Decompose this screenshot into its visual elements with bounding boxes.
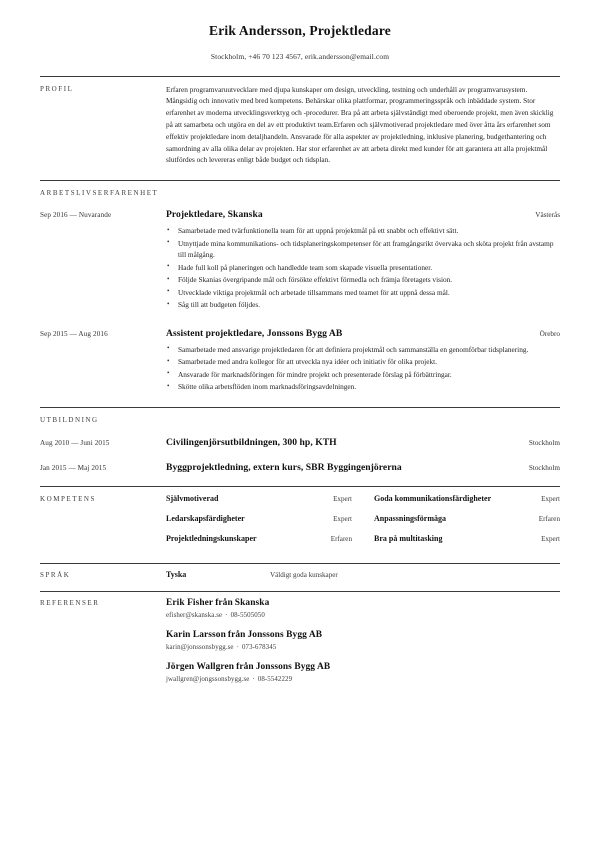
entry-body (166, 225, 560, 311)
skill-row (374, 494, 560, 505)
list-item: • Såg till att budgeten följdes. (166, 299, 560, 311)
profile-text: Erfaren programvaruutvecklare med djupa kunskaper om design, utveckling, testning och underhåll av programvarusystem. Mångsidig och innovativ med bred kompetens. Behärskar olika plattformar, programmeringsspråk och inbäddade system. Stor erfarenhet av moderna utvecklingsverktyg och -procedurer. Bra på att arbeta självständigt med oberoende projekt, men även skicklig på att samarbeta och utgöra en del av ett produktivt team.Erfaren och självmotiverad projektledare med över åtta års erfarenhet som effektiv projektledare inom detaljhandeln. Ansvarade för alla aspekter av projektledning, inklusive planering, budgethantering och samordning av alla olika delar av projekten. Har stor erfarenhet av att arbeta direkt med kunder för att garantera att alla projektmål slutfördes och levereras enligt både budget och tidsplan. (166, 84, 554, 165)
section-skills (40, 486, 560, 553)
entry-bullet-list (166, 225, 560, 311)
reference-from-word: från (215, 598, 233, 609)
separator-dot: · (236, 644, 239, 652)
section-label-profile: PROFIL (40, 84, 74, 93)
resume-header (40, 0, 560, 61)
skill-level: Erfaren (330, 534, 352, 543)
reference-name-line (166, 662, 560, 672)
separator-dot: · (252, 676, 255, 684)
skill-row (166, 534, 352, 545)
skills-column-left (166, 494, 374, 553)
skill-row (374, 534, 560, 545)
list-item: • Följde Skanias övergripande mål och försökte effektivt förmedla och främja företagets vision. (166, 274, 560, 286)
entry-main (166, 462, 560, 473)
reference-item (166, 598, 560, 619)
section-profile (40, 76, 560, 167)
section-label-experience: ARBETSLIVSERFARENHET (40, 189, 159, 198)
experience-entry (40, 328, 560, 393)
entry-location: Stockholm (528, 463, 560, 472)
reference-item (166, 630, 560, 651)
skill-name: Ledarskapsfärdigheter (166, 513, 245, 523)
education-entry (40, 437, 560, 448)
section-label-education: UTBILDNING (40, 415, 99, 424)
reference-from-word: från (236, 662, 254, 673)
section-body-languages (166, 570, 560, 579)
entry-location: Stockholm (528, 438, 560, 447)
skill-level: Erfaren (538, 514, 560, 523)
list-item: • Samarbetade med andra kollegor för att utveckla nya idéer och initiativ för olika projekt. (166, 356, 560, 368)
skill-name: Självmotiverad (166, 493, 219, 503)
section-body-skills (166, 494, 560, 553)
entry-body (166, 344, 560, 393)
reference-phone[interactable]: 073-678345 (242, 644, 277, 652)
section-label-languages: SPRÅK (40, 571, 71, 580)
section-experience (40, 180, 560, 393)
entry-header (40, 328, 560, 339)
entry-main (166, 328, 560, 339)
skill-name: Projektledningskunskaper (166, 533, 257, 543)
skill-row (374, 514, 560, 525)
entry-location: Västerås (535, 211, 560, 220)
reference-name-line (166, 630, 560, 640)
reference-item (166, 662, 560, 683)
skills-column-right (374, 494, 560, 553)
skills-grid (166, 494, 560, 553)
skill-level: Expert (333, 494, 352, 503)
language-row (166, 570, 560, 579)
section-languages (40, 563, 560, 579)
reference-email[interactable]: efisher@skanska.se (166, 612, 223, 620)
reference-phone[interactable]: 08-5542229 (257, 676, 293, 684)
skill-level: Expert (541, 494, 560, 503)
skill-row (166, 514, 352, 525)
contact-line: Stockholm, +46 70 123 4567, erik.andersson@email.com (210, 51, 390, 61)
entry-date: Jan 2015 — Maj 2015 (40, 463, 107, 472)
reference-company: Jonssons Bygg AB (255, 662, 331, 673)
entry-main (166, 437, 560, 448)
reference-person: Jörgen Wallgren (166, 662, 235, 673)
entry-header (40, 209, 560, 220)
reference-phone[interactable]: 08-5505050 (230, 612, 265, 620)
separator-dot: · (225, 612, 228, 620)
reference-contact-line (166, 676, 560, 683)
reference-contact-line (166, 644, 560, 651)
reference-company: Skanska (234, 598, 270, 609)
list-item: • Ansvarade för marknadsföringen för mindre projekt och presenterade förslag på förbättringar. (166, 369, 560, 381)
reference-person: Karin Larsson (166, 630, 226, 641)
reference-person: Erik Fisher (166, 598, 214, 609)
section-label-references: REFERENSER (40, 599, 100, 608)
entry-bullet-list (166, 344, 560, 393)
reference-contact-line (166, 612, 560, 619)
entry-header (40, 437, 560, 448)
language-name: Tyska (166, 570, 187, 580)
list-item: • Skötte olika arbetsflöden inom marknadsföringsavdelningen. (166, 381, 560, 393)
list-item: • Hade full koll på planeringen och handledde team som skapade visuella presentationer. (166, 262, 560, 274)
entry-date: Aug 2010 — Juni 2015 (40, 438, 110, 447)
section-body-profile (166, 84, 560, 167)
entry-date: Sep 2016 — Nuvarande (40, 211, 112, 220)
section-references (40, 591, 560, 683)
reference-name-line (166, 598, 560, 608)
reference-company: Jonssons Bygg AB (247, 630, 323, 641)
skill-level: Expert (333, 514, 352, 523)
reference-email[interactable]: karin@jonssonsbygg.se (166, 644, 234, 652)
section-label-skills: KOMPETENS (40, 494, 96, 503)
entry-title: Byggprojektledning, extern kurs, SBR Byggingenjörerna (166, 461, 402, 473)
reference-from-word: från (227, 630, 246, 641)
entry-location: Örebro (539, 329, 560, 338)
list-item: • Utvecklade viktiga projektmål och arbetade tillsammans med teamet för att uppnå dessa mål. (166, 287, 560, 299)
entry-header (40, 462, 560, 473)
section-education (40, 407, 560, 473)
language-level: Väldigt goda kunskaper (270, 571, 338, 580)
entry-main (166, 209, 560, 220)
education-entries (40, 437, 560, 473)
page-title: Erik Andersson, Projektledare (209, 23, 391, 38)
education-entry (40, 462, 560, 473)
skill-row (166, 494, 352, 505)
entry-date: Sep 2015 — Aug 2016 (40, 329, 108, 338)
list-item: • Utnyttjade mina kommunikations- och tidsplaneringskompetenser för att framgångsrikt övervaka och sköta projekt från avstamp till målgång. (166, 238, 560, 261)
entry-title: Assistent projektledare, Jonssons Bygg AB (166, 327, 343, 339)
list-item: • Samarbetade med ansvarige projektledaren för att definiera projektmål och sammanställa en genomförbar tidsplanering. (166, 344, 560, 356)
skill-level: Expert (541, 534, 560, 543)
skill-name: Goda kommunikationsfärdigheter (374, 493, 492, 503)
section-body-references (166, 598, 560, 683)
experience-entries (40, 209, 560, 393)
skill-name: Bra på multitasking (374, 533, 443, 543)
list-item: • Samarbetade med tvärfunktionella team för att uppnå projektmål på ett snabbt och effektivt sätt. (166, 225, 560, 237)
experience-entry (40, 209, 560, 311)
entry-title: Projektledare, Skanska (166, 209, 263, 221)
entry-title: Civilingenjörsutbildningen, 300 hp, KTH (166, 436, 337, 448)
skill-name: Anpassningsförmåga (374, 513, 447, 523)
reference-email[interactable]: jwallgren@jongssonsbygg.se (166, 676, 250, 684)
